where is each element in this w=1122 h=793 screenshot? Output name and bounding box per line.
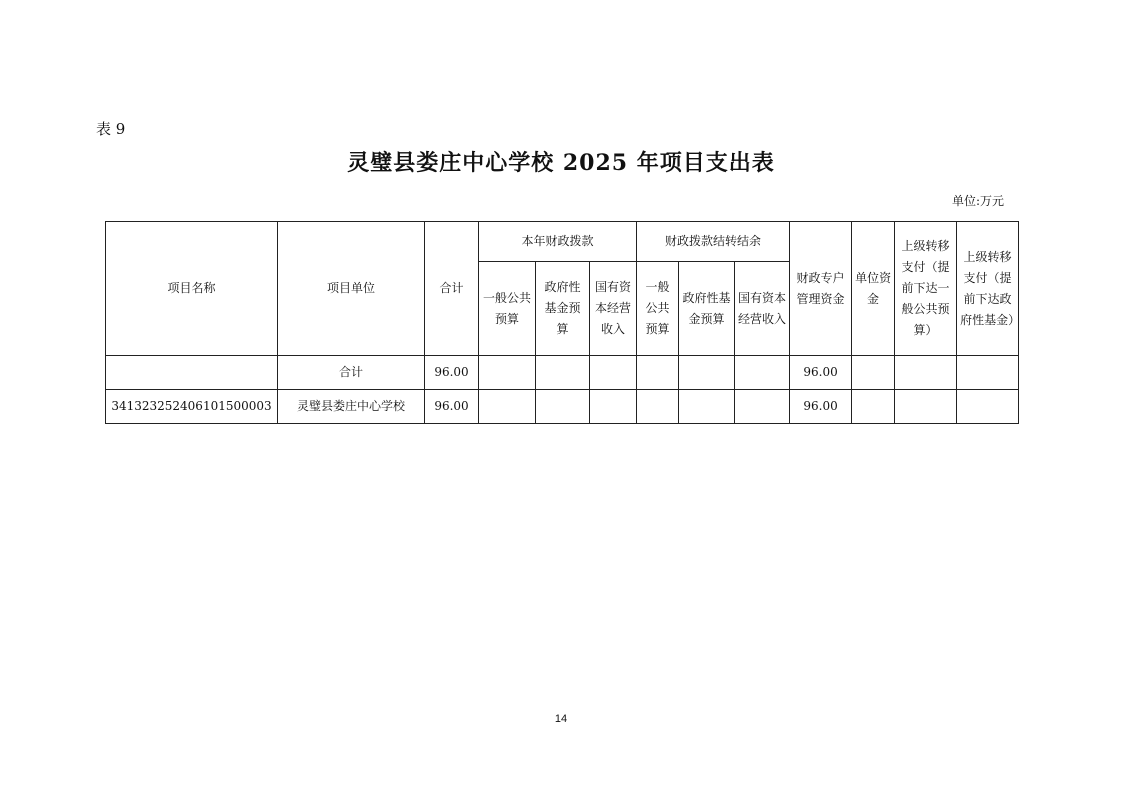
- table-label: 表 9: [96, 120, 126, 138]
- unit-label: 单位:万元: [951, 194, 1004, 208]
- cell-co-general-budget: [637, 390, 679, 424]
- page-number: 14: [554, 713, 568, 725]
- cell-co-general-budget: [637, 356, 679, 390]
- header-co-general-budget: 一般公共预算: [637, 262, 679, 356]
- cell-cy-general-budget: [479, 356, 536, 390]
- cell-project-name: [106, 356, 278, 390]
- cell-project-unit: 合计: [278, 356, 425, 390]
- page-title: 灵璧县娄庄中心学校 2025 年项目支出表: [347, 150, 775, 176]
- cell-project-unit: 灵璧县娄庄中心学校: [278, 390, 425, 424]
- cell-cy-fund-budget: [536, 356, 590, 390]
- header-unit-funds: 单位资金: [852, 222, 895, 356]
- header-carryover-allocation: 财政拨款结转结余: [637, 222, 790, 262]
- cell-transfer-fund-budget: [957, 356, 1019, 390]
- header-transfer-fund-budget: 上级转移支付（提前下达政府性基金）: [957, 222, 1019, 356]
- header-project-name: 项目名称: [106, 222, 278, 356]
- cell-transfer-fund-budget: [957, 390, 1019, 424]
- cell-total: 96.00: [425, 356, 479, 390]
- header-total: 合计: [425, 222, 479, 356]
- header-transfer-general-budget: 上级转移支付（提前下达一般公共预算）: [895, 222, 957, 356]
- cell-special-account-funds: 96.00: [790, 390, 852, 424]
- cell-cy-fund-budget: [536, 390, 590, 424]
- cell-cy-general-budget: [479, 390, 536, 424]
- header-cy-state-capital: 国有资本经营收入: [590, 262, 637, 356]
- cell-project-name: 341323252406101500003: [106, 390, 278, 424]
- cell-unit-funds: [852, 356, 895, 390]
- header-project-unit: 项目单位: [278, 222, 425, 356]
- header-current-year-allocation: 本年财政拨款: [479, 222, 637, 262]
- cell-total: 96.00: [425, 390, 479, 424]
- cell-special-account-funds: 96.00: [790, 356, 852, 390]
- cell-co-state-capital: [735, 390, 790, 424]
- cell-co-fund-budget: [679, 356, 735, 390]
- cell-transfer-general-budget: [895, 356, 957, 390]
- cell-cy-state-capital: [590, 390, 637, 424]
- cell-cy-state-capital: [590, 356, 637, 390]
- cell-co-fund-budget: [679, 390, 735, 424]
- cell-co-state-capital: [735, 356, 790, 390]
- header-cy-fund-budget: 政府性基金预算: [536, 262, 590, 356]
- header-cy-general-budget: 一般公共预算: [479, 262, 536, 356]
- header-special-account-funds: 财政专户管理资金: [790, 222, 852, 356]
- table-row-total: [106, 356, 1019, 390]
- header-co-fund-budget: 政府性基金预算: [679, 262, 735, 356]
- project-expenditure-table: [105, 221, 1019, 424]
- cell-unit-funds: [852, 390, 895, 424]
- header-co-state-capital: 国有资本经营收入: [735, 262, 790, 356]
- table-row: [106, 390, 1019, 424]
- cell-transfer-general-budget: [895, 390, 957, 424]
